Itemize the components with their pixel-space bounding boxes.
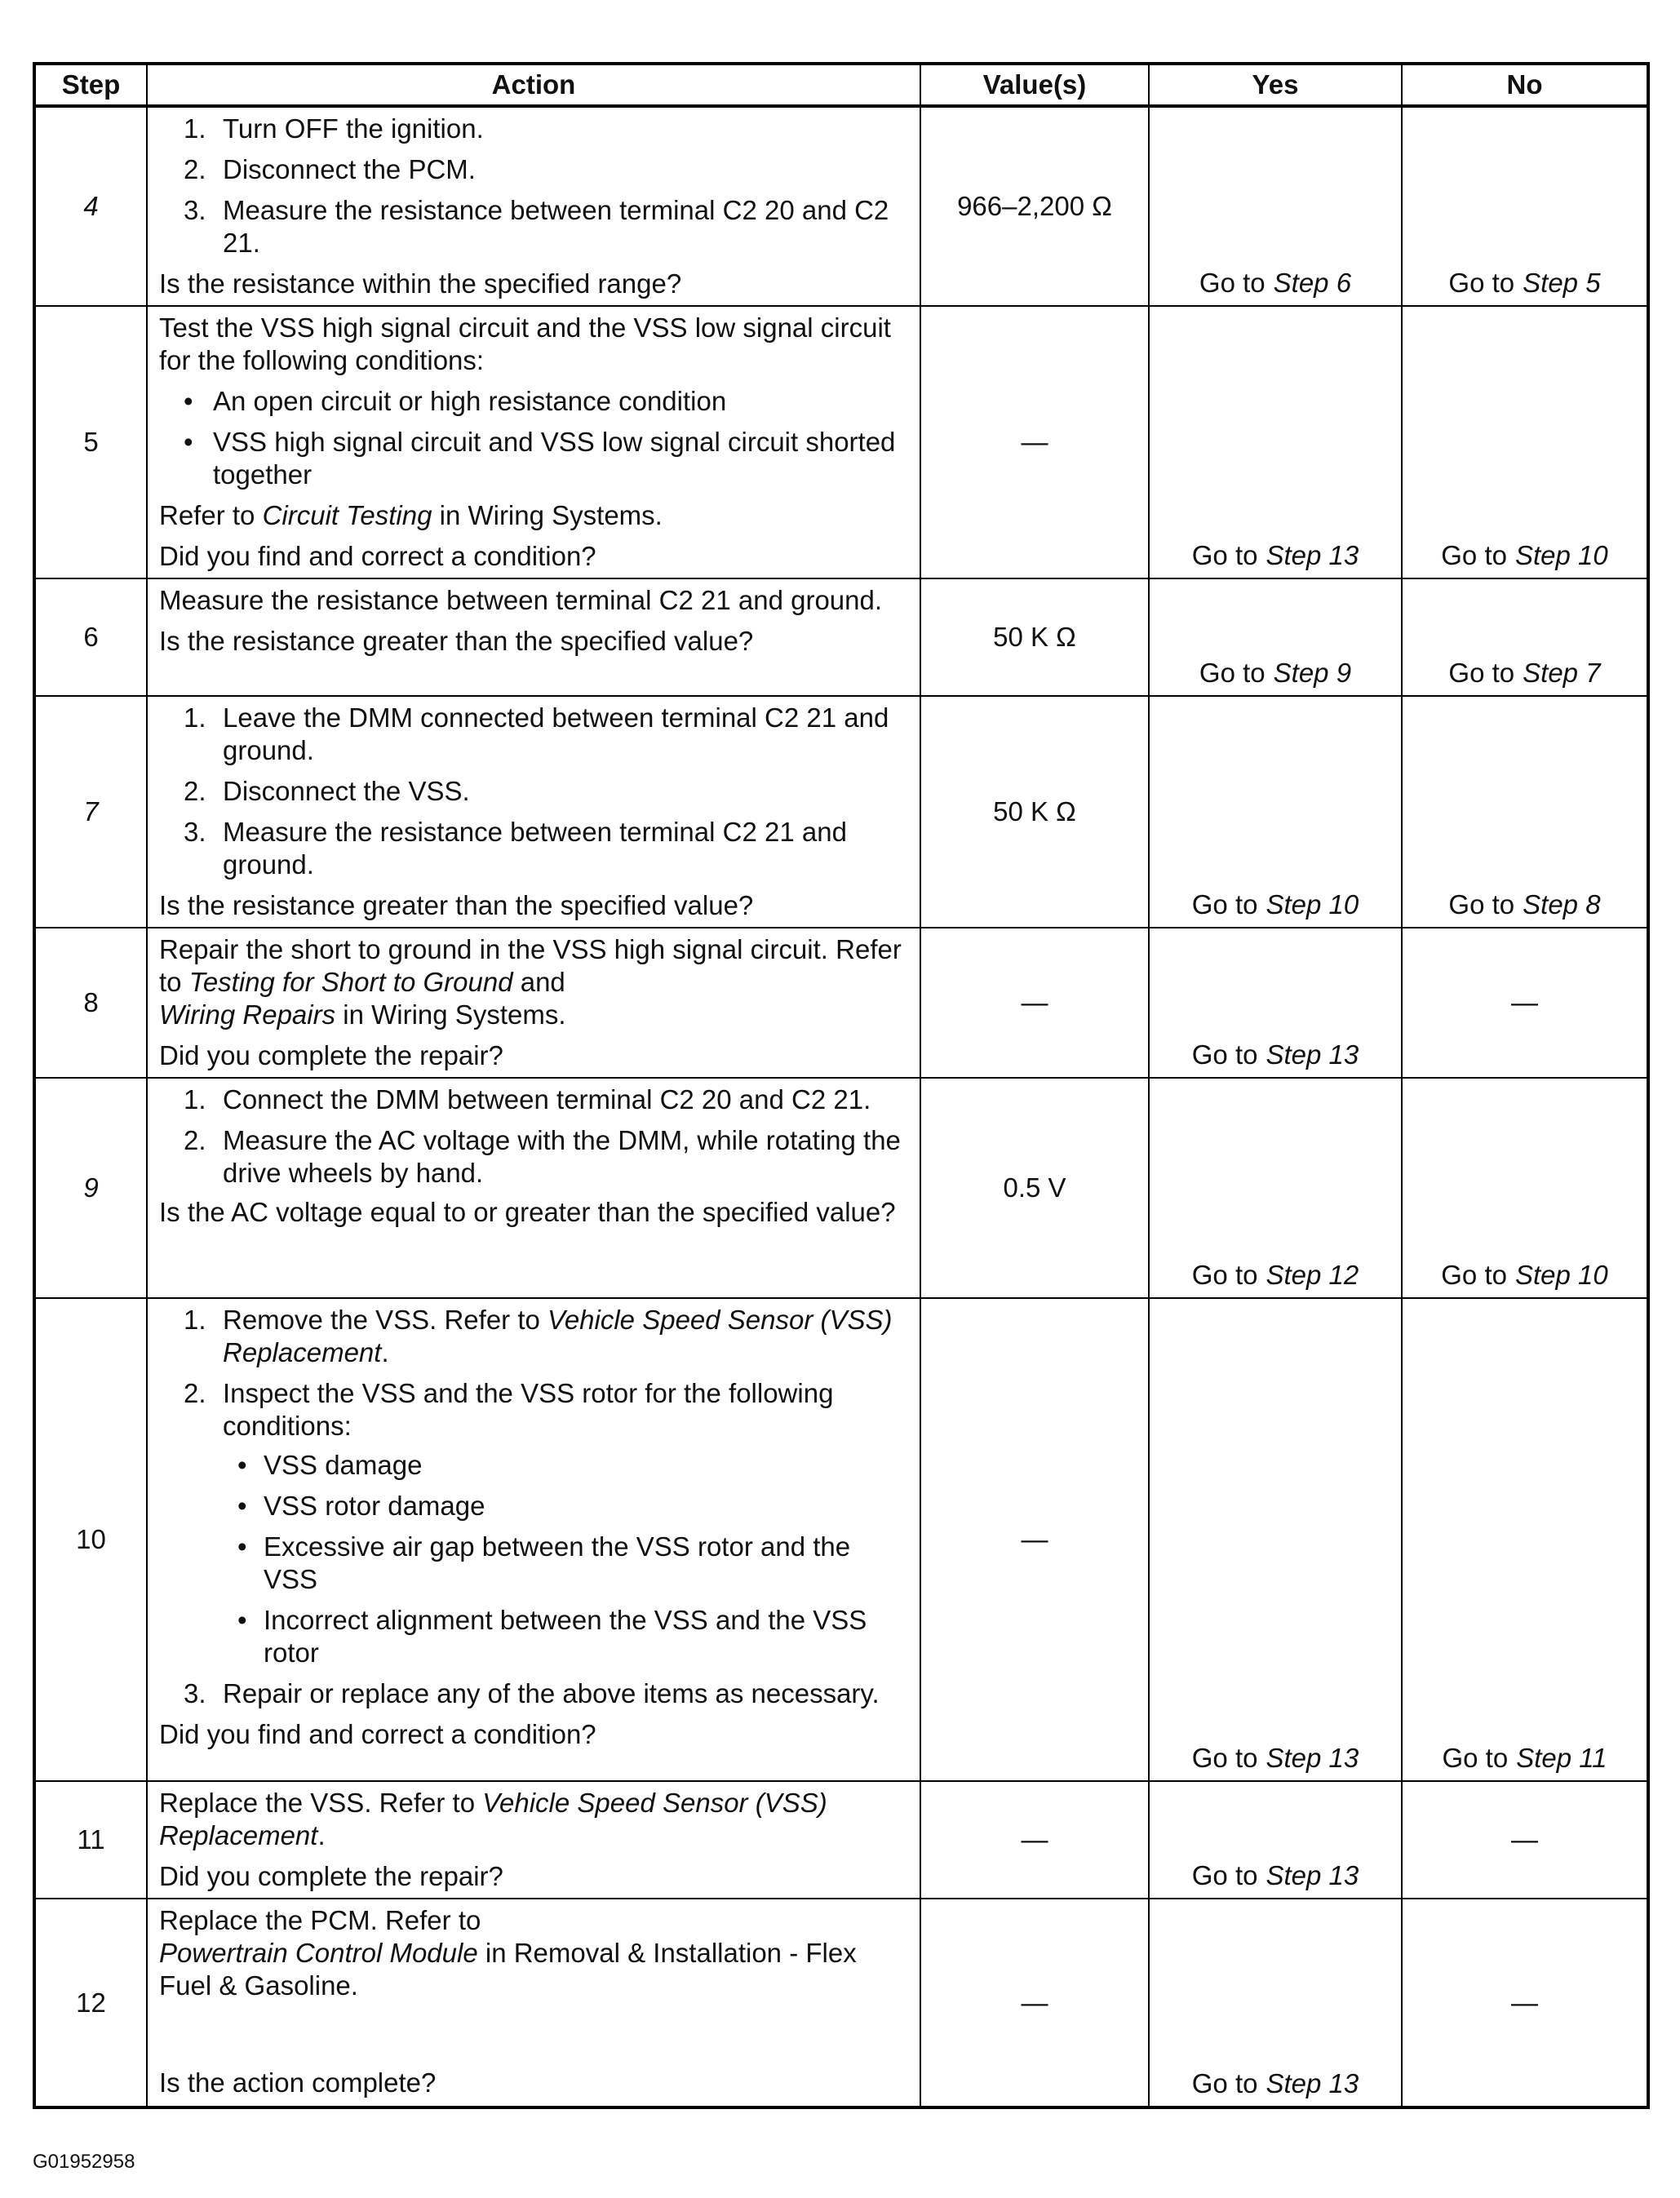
yes-step-ref: Step 13 xyxy=(1266,540,1359,570)
step-number: 7 xyxy=(34,696,147,928)
instruction-text: Replace the PCM. Refer to Powertrain Control Module in Removal & Installation - Flex Fuel & Gasoline. xyxy=(159,1905,857,2001)
yes-cell: Go to Step 13 xyxy=(1149,928,1402,1078)
step-number: 4 xyxy=(34,106,147,306)
list-item: • VSS high signal circuit and VSS low signal circuit shorted together xyxy=(184,427,896,490)
yes-cell: Go to Step 13 xyxy=(1149,306,1402,578)
value-cell: 50 K Ω xyxy=(920,696,1149,928)
figure-id: G01952958 xyxy=(33,2151,135,2173)
question-text: Is the resistance greater than the specified value? xyxy=(159,890,754,920)
action-cell xyxy=(147,928,920,1078)
action-cell xyxy=(147,578,920,696)
header-step: Step xyxy=(34,64,147,106)
list-item: • VSS rotor damage xyxy=(237,1491,485,1521)
action-cell xyxy=(147,1078,920,1298)
numbered-list xyxy=(159,113,908,259)
step-number: 6 xyxy=(34,578,147,696)
question-text: Did you find and correct a condition? xyxy=(159,1719,596,1749)
action-cell xyxy=(147,106,920,306)
step-number: 10 xyxy=(34,1298,147,1781)
yes-cell: Go to Step 13 xyxy=(1149,1899,1402,2107)
list-item: 1. Remove the VSS. Refer to Vehicle Speed Sensor (VSS) Replacement. xyxy=(184,1305,893,1367)
question-text: Is the resistance greater than the specified value? xyxy=(159,626,754,656)
question-text: Did you complete the repair? xyxy=(159,1040,503,1070)
header-values: Value(s) xyxy=(920,64,1149,106)
list-item: 3. Repair or replace any of the above items as necessary. xyxy=(184,1678,880,1708)
table-row xyxy=(34,696,1648,928)
bullet-list xyxy=(159,385,908,491)
table-row xyxy=(34,578,1648,696)
reference-text: Refer to Circuit Testing in Wiring Systems. xyxy=(159,500,663,530)
yes-step-ref: Step 6 xyxy=(1273,268,1352,298)
reference-link: Vehicle Speed Sensor (VSS) Replacement xyxy=(159,1788,827,1850)
question-text: Did you complete the repair? xyxy=(159,1861,503,1891)
table-row xyxy=(34,106,1648,306)
bullet-list xyxy=(223,1449,908,1669)
list-item: 2. Disconnect the PCM. xyxy=(184,154,476,184)
yes-cell: Go to Step 13 xyxy=(1149,1298,1402,1781)
reference-link: Powertrain Control Module xyxy=(159,1938,478,1968)
no-cell: — xyxy=(1402,1899,1648,2107)
table-row xyxy=(34,1078,1648,1298)
question-text: Is the AC voltage equal to or greater than the specified value? xyxy=(159,1197,896,1227)
list-item: 2. Measure the AC voltage with the DMM, while rotating the drive wheels by hand. xyxy=(184,1125,901,1188)
list-item: • An open circuit or high resistance condition xyxy=(184,386,727,416)
action-cell xyxy=(147,696,920,928)
table-row xyxy=(34,306,1648,578)
no-step-ref: Step 11 xyxy=(1516,1743,1607,1773)
numbered-list xyxy=(159,702,908,881)
no-step-ref: Step 10 xyxy=(1514,1260,1608,1290)
yes-step-ref: Step 12 xyxy=(1266,1260,1359,1290)
table-row xyxy=(34,1781,1648,1899)
no-cell: — xyxy=(1402,928,1648,1078)
no-step-ref: Step 8 xyxy=(1523,889,1601,920)
value-cell: — xyxy=(920,1899,1149,2107)
value-cell: 966–2,200 Ω xyxy=(920,106,1149,306)
value-cell: 50 K Ω xyxy=(920,578,1149,696)
no-cell: — xyxy=(1402,1781,1648,1899)
reference-link: Testing for Short to Ground xyxy=(188,967,513,997)
list-item: • Excessive air gap between the VSS rotor and the VSS xyxy=(237,1531,851,1594)
numbered-list xyxy=(159,1083,908,1190)
step-number: 11 xyxy=(34,1781,147,1899)
diagnostic-table xyxy=(33,62,1650,2109)
table-row xyxy=(34,1899,1648,2107)
yes-step-ref: Step 13 xyxy=(1266,1743,1359,1773)
header-row xyxy=(34,64,1648,106)
list-item: 1. Leave the DMM connected between terminal C2 21 and ground. xyxy=(184,702,889,765)
numbered-list xyxy=(159,1304,908,1710)
list-item: 2. Inspect the VSS and the VSS rotor for the following conditions: • VSS damage • VSS rotor damage • Excessive air gap between the VSS rotor and the VSS • Incorrect alignment between the VSS and the VSS rotor xyxy=(159,1377,908,1669)
table-row xyxy=(34,1298,1648,1781)
yes-cell: Go to Step 10 xyxy=(1149,696,1402,928)
yes-cell: Go to Step 6 xyxy=(1149,106,1402,306)
list-item: 1. Connect the DMM between terminal C2 20 and C2 21. xyxy=(184,1084,871,1115)
step-number: 12 xyxy=(34,1899,147,2107)
header-yes: Yes xyxy=(1149,64,1402,106)
yes-step-ref: Step 10 xyxy=(1266,889,1359,920)
yes-step-ref: Step 13 xyxy=(1266,1860,1359,1890)
yes-step-ref: Step 9 xyxy=(1273,658,1352,688)
reference-link: Vehicle Speed Sensor (VSS) Replacement xyxy=(223,1305,893,1367)
value-cell: 0.5 V xyxy=(920,1078,1149,1298)
value-cell: — xyxy=(920,1781,1149,1899)
no-cell: Go to Step 5 xyxy=(1402,106,1648,306)
list-item: 2. Disconnect the VSS. xyxy=(184,776,470,806)
step-number: 8 xyxy=(34,928,147,1078)
table-row xyxy=(34,928,1648,1078)
instruction-text: Repair the short to ground in the VSS high signal circuit. Refer to Testing for Short to Ground and Wiring Repairs in Wiring Systems. xyxy=(159,934,902,1030)
instruction-text: Replace the VSS. Refer to Vehicle Speed Sensor (VSS) Replacement. xyxy=(159,1788,827,1850)
no-cell: Go to Step 10 xyxy=(1402,1078,1648,1298)
yes-step-ref: Step 13 xyxy=(1266,2068,1359,2098)
no-step-ref: Step 10 xyxy=(1514,540,1608,570)
value-cell: — xyxy=(920,1298,1149,1781)
question-text: Is the resistance within the specified range? xyxy=(159,268,682,299)
question-text: Did you find and correct a condition? xyxy=(159,541,596,571)
no-step-ref: Step 7 xyxy=(1523,658,1601,688)
yes-cell: Go to Step 12 xyxy=(1149,1078,1402,1298)
instruction-text: Test the VSS high signal circuit and the VSS low signal circuit for the following conditions: xyxy=(159,312,891,375)
list-item: 1. Turn OFF the ignition. xyxy=(184,113,484,144)
value-cell: — xyxy=(920,928,1149,1078)
instruction-text: Measure the resistance between terminal C2 21 and ground. xyxy=(159,585,883,615)
action-cell xyxy=(147,1899,920,2107)
value-cell: — xyxy=(920,306,1149,578)
step-number: 5 xyxy=(34,306,147,578)
action-cell xyxy=(147,1781,920,1899)
no-cell: Go to Step 10 xyxy=(1402,306,1648,578)
step-number: 9 xyxy=(34,1078,147,1298)
action-cell xyxy=(147,1298,920,1781)
header-action: Action xyxy=(147,64,920,106)
yes-cell: Go to Step 13 xyxy=(1149,1781,1402,1899)
header-no: No xyxy=(1402,64,1648,106)
no-cell: Go to Step 7 xyxy=(1402,578,1648,696)
list-item: • VSS damage xyxy=(237,1450,423,1480)
no-cell: Go to Step 8 xyxy=(1402,696,1648,928)
yes-step-ref: Step 13 xyxy=(1266,1039,1359,1070)
reference-link: Wiring Repairs xyxy=(159,999,336,1030)
no-cell: Go to Step 11 xyxy=(1402,1298,1648,1781)
no-step-ref: Step 5 xyxy=(1523,268,1601,298)
question-text: Is the action complete? xyxy=(159,2067,437,2098)
reference-link: Circuit Testing xyxy=(262,500,432,530)
list-item: 3. Measure the resistance between terminal C2 21 and ground. xyxy=(184,817,847,880)
list-item: • Incorrect alignment between the VSS and the VSS rotor xyxy=(237,1605,867,1668)
action-cell xyxy=(147,306,920,578)
yes-cell: Go to Step 9 xyxy=(1149,578,1402,696)
list-item: 3. Measure the resistance between terminal C2 20 and C2 21. xyxy=(184,195,889,258)
